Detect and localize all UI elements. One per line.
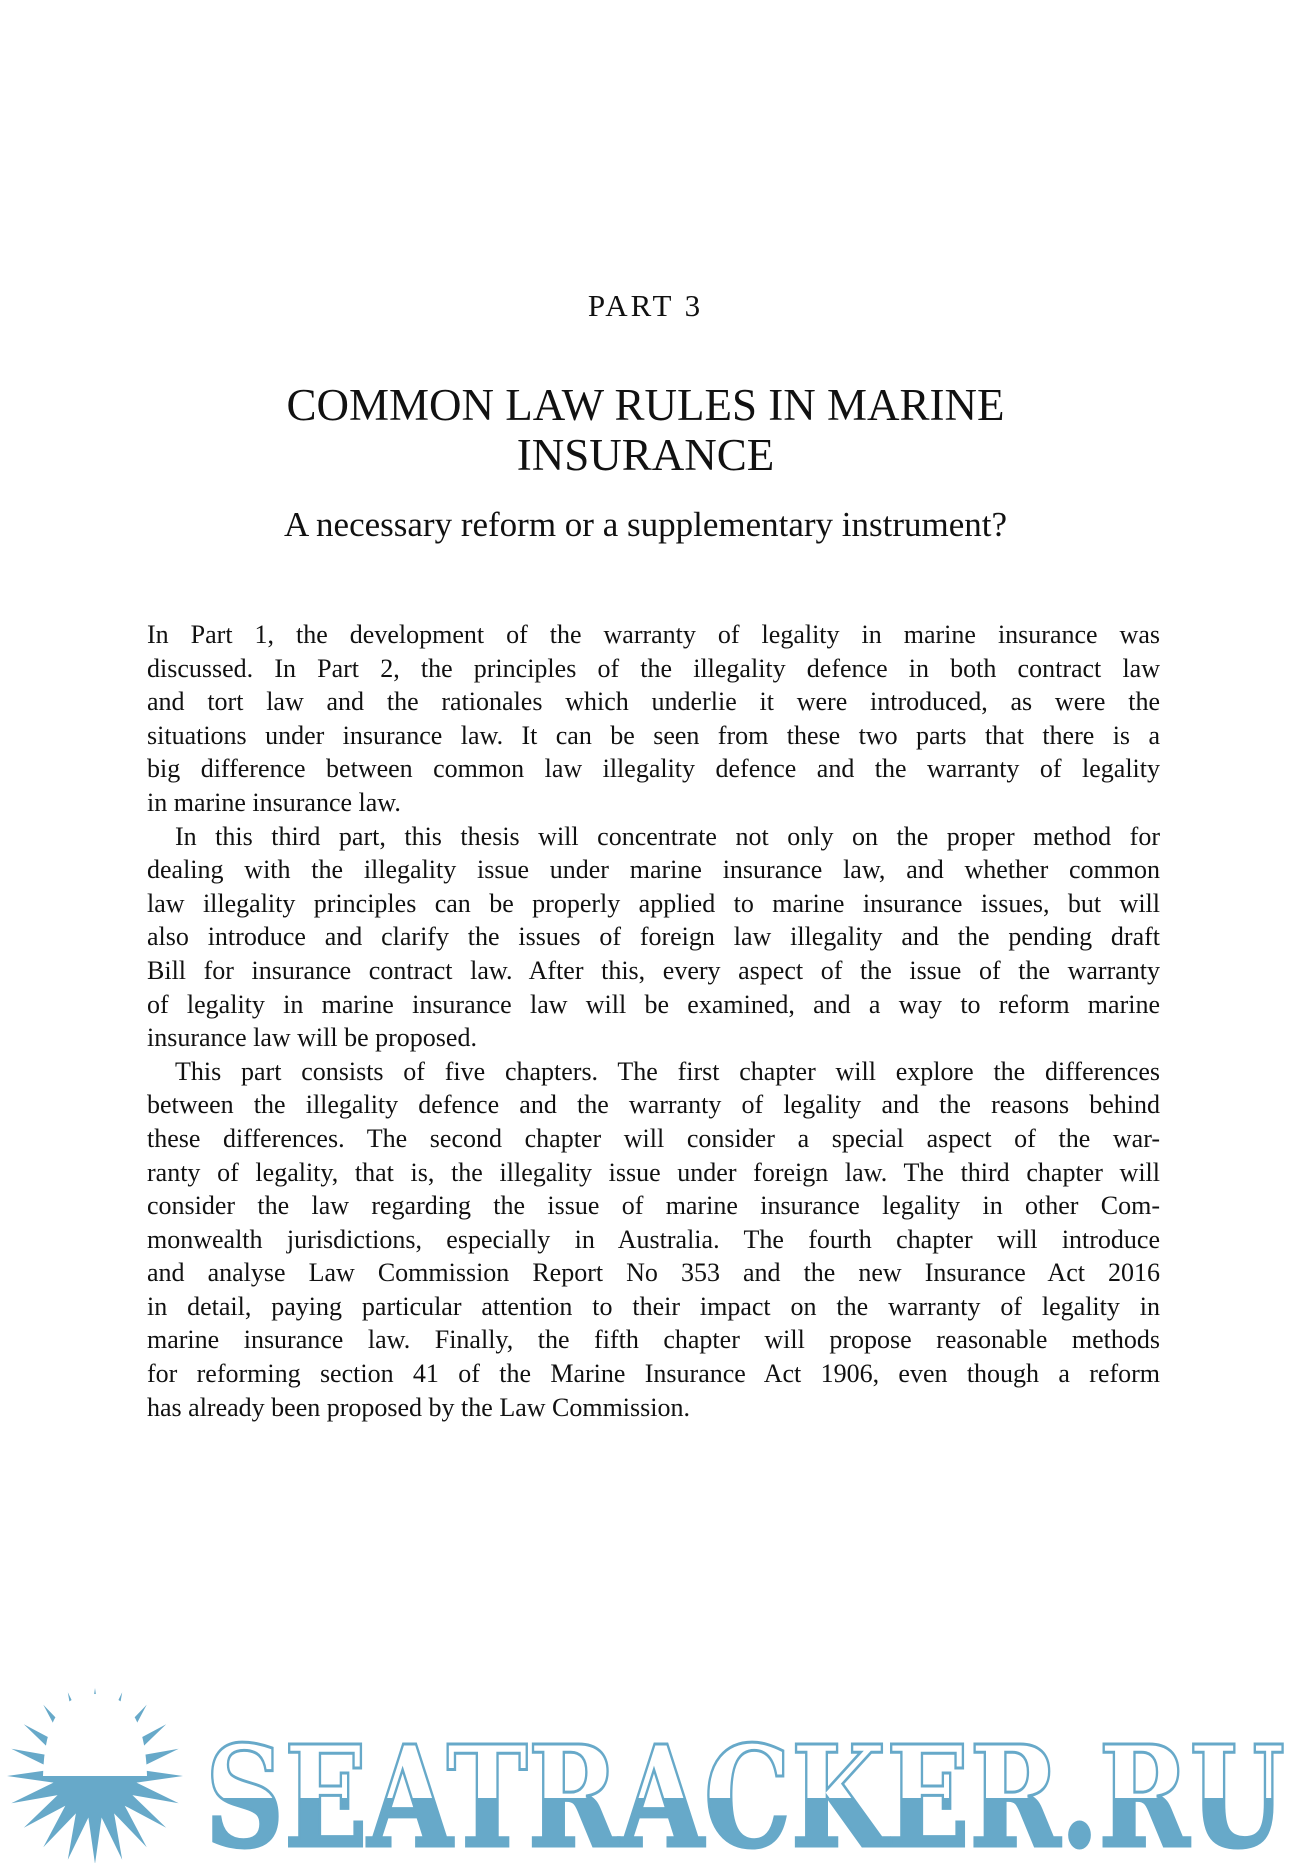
text-line: in detail, paying particular attention to their impact on the warranty of legality in bbox=[147, 1291, 1160, 1321]
text-line: ranty of legality, that is, the illegality issue under foreign law. The third chapter will bbox=[147, 1157, 1160, 1187]
text-line: discussed. In Part 2, the principles of the illegality defence in both contract law bbox=[147, 653, 1160, 683]
text-line: monwealth jurisdictions, especially in Australia. The fourth chapter will introduce bbox=[147, 1224, 1160, 1254]
text-line: big difference between common law illegality defence and the warranty of legality bbox=[147, 754, 1160, 784]
text-line: has already been proposed by the Law Commission. bbox=[147, 1392, 690, 1422]
text-line: In this third part, this thesis will concentrate not only on the proper method for bbox=[175, 821, 1160, 851]
text-line: situations under insurance law. It can be seen from these two parts that there is a bbox=[147, 720, 1160, 750]
body-text bbox=[147, 618, 1160, 1424]
text-line: and tort law and the rationales which underlie it were introduced, as were the bbox=[147, 687, 1160, 717]
text-line: these differences. The second chapter will consider a special aspect of the war- bbox=[147, 1123, 1160, 1153]
part-label: PART 3 bbox=[587, 288, 704, 323]
text-line: in marine insurance law. bbox=[147, 787, 401, 817]
text-line: of legality in marine insurance law will be examined, and a way to reform marine bbox=[147, 989, 1160, 1019]
text-line: dealing with the illegality issue under marine insurance law, and whether common bbox=[147, 855, 1160, 885]
text-line: between the illegality defence and the warranty of legality and the reasons behind bbox=[147, 1090, 1160, 1120]
text-line: for reforming section 41 of the Marine Insurance Act 1906, even though a reform bbox=[147, 1359, 1160, 1389]
subtitle: A necessary reform or a supplementary instrument? bbox=[283, 505, 1008, 544]
text-line: Bill for insurance contract law. After this, every aspect of the issue of the warranty bbox=[147, 955, 1160, 985]
text-line: This part consists of five chapters. The first chapter will explore the differences bbox=[175, 1056, 1160, 1086]
text-line: consider the law regarding the issue of marine insurance legality in other Com- bbox=[147, 1191, 1160, 1221]
title-line: INSURANCE bbox=[516, 430, 775, 480]
watermark-text: SEATRACKER.RU bbox=[205, 1716, 1285, 1863]
watermark-logo bbox=[0, 1688, 1291, 1863]
text-line: marine insurance law. Finally, the fifth chapter will propose reasonable methods bbox=[147, 1325, 1160, 1355]
title-line: COMMON LAW RULES IN MARINE bbox=[286, 380, 1005, 430]
text-line: insurance law will be proposed. bbox=[147, 1023, 477, 1053]
page-title bbox=[0, 380, 1291, 480]
sun-icon bbox=[7, 1688, 183, 1863]
text-line: law illegality principles can be properly applied to marine insurance issues, but will bbox=[147, 888, 1160, 918]
text-line: and analyse Law Commission Report No 353 and the new Insurance Act 2016 bbox=[147, 1258, 1160, 1288]
text-line: In Part 1, the development of the warranty of legality in marine insurance was bbox=[147, 620, 1160, 649]
text-line: also introduce and clarify the issues of foreign law illegality and the pending draft bbox=[147, 922, 1160, 952]
